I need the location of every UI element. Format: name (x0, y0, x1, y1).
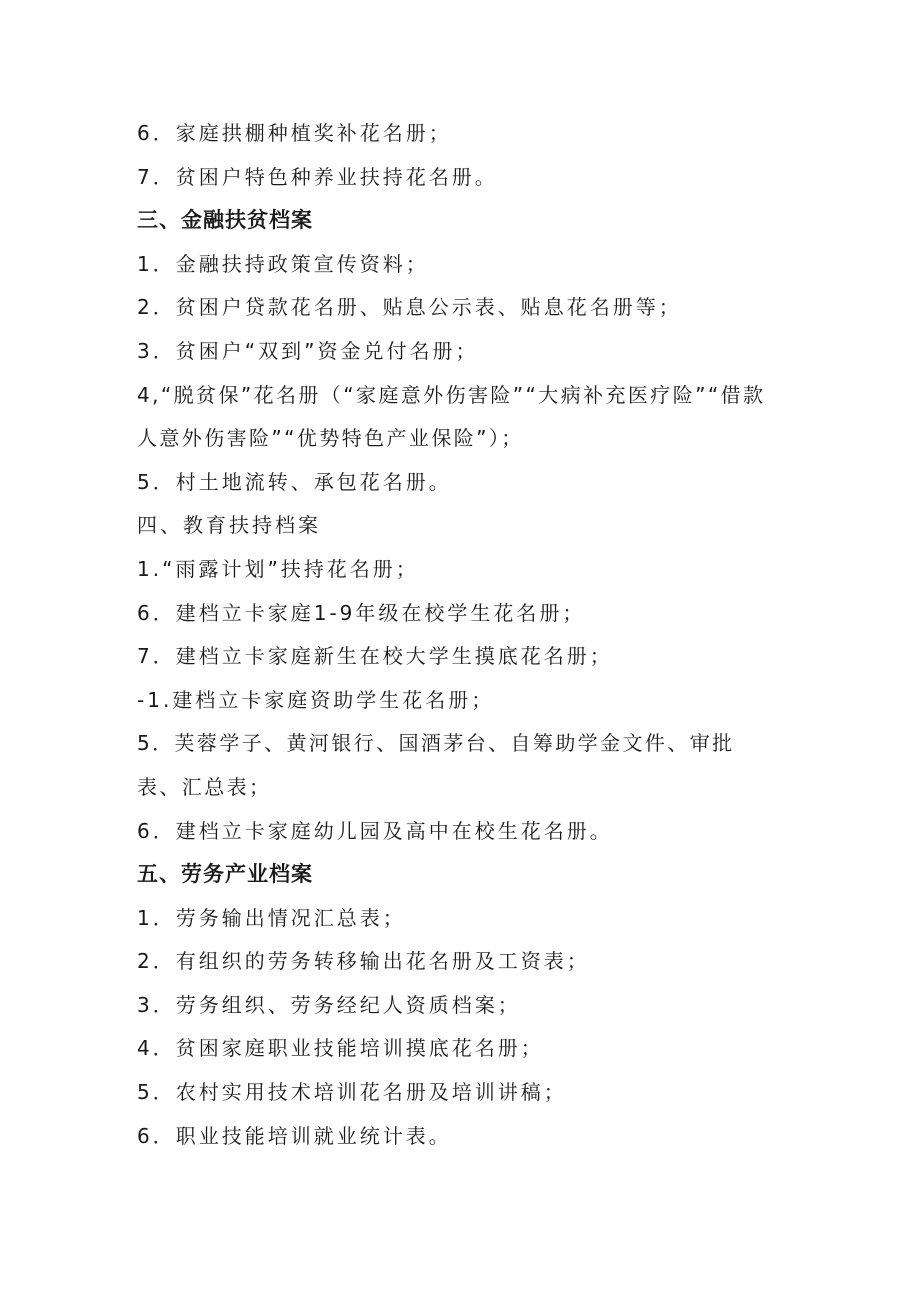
document-body (137, 112, 777, 1158)
list-item: 5．芙蓉学子、黄河银行、国酒茅台、自筹助学金文件、审批表、汇总表； (137, 731, 735, 799)
section-heading-finance: 三、金融扶贫档案 (137, 208, 313, 233)
list-item: 6．家庭拱棚种植奖补花名册； (137, 121, 452, 145)
section-heading-labor: 五、劳务产业档案 (137, 862, 313, 887)
list-item: 3．劳务组织、劳务经纪人资质档案； (137, 992, 521, 1017)
section-heading-education: 四、教育扶持档案 (137, 513, 321, 538)
list-item: 1．劳务输出情况汇总表； (137, 905, 406, 930)
list-item: 6．建档立卡家庭1-9年级在校学生花名册； (137, 600, 586, 625)
list-item: 7．贫困户特色种养业扶持花名册。 (137, 164, 498, 189)
list-item: -1.建档立卡家庭资助学生花名册； (137, 687, 495, 712)
list-item: 2．贫困户贷款花名册、贴息公示表、贴息花名册等； (137, 295, 682, 320)
list-item: 1.“雨露计划”扶持花名册； (137, 556, 419, 581)
list-item: 3．贫困户“双到”资金兑付名册； (137, 338, 479, 363)
list-item: 7．建档立卡家庭新生在校大学生摸底花名册； (137, 644, 613, 669)
list-item: 6．建档立卡家庭幼儿园及高中在校生花名册。 (137, 818, 613, 843)
list-item: 1．金融扶持政策宣传资料； (137, 251, 429, 276)
list-item: 5．农村实用技术培训花名册及培训讲稿； (137, 1080, 567, 1105)
list-item: 5．村土地流转、承包花名册。 (137, 469, 452, 494)
list-item: 2．有组织的劳务转移输出花名册及工资表； (137, 949, 590, 974)
list-item: 6．职业技能培训就业统计表。 (137, 1123, 452, 1148)
list-item: 4,“脱贫保”花名册（“家庭意外伤害险”“大病补充医疗险”“借款人意外伤害险”“优势特色产业保险”）； (137, 382, 766, 451)
list-item: 4．贫困家庭职业技能培训摸底花名册； (137, 1036, 544, 1061)
